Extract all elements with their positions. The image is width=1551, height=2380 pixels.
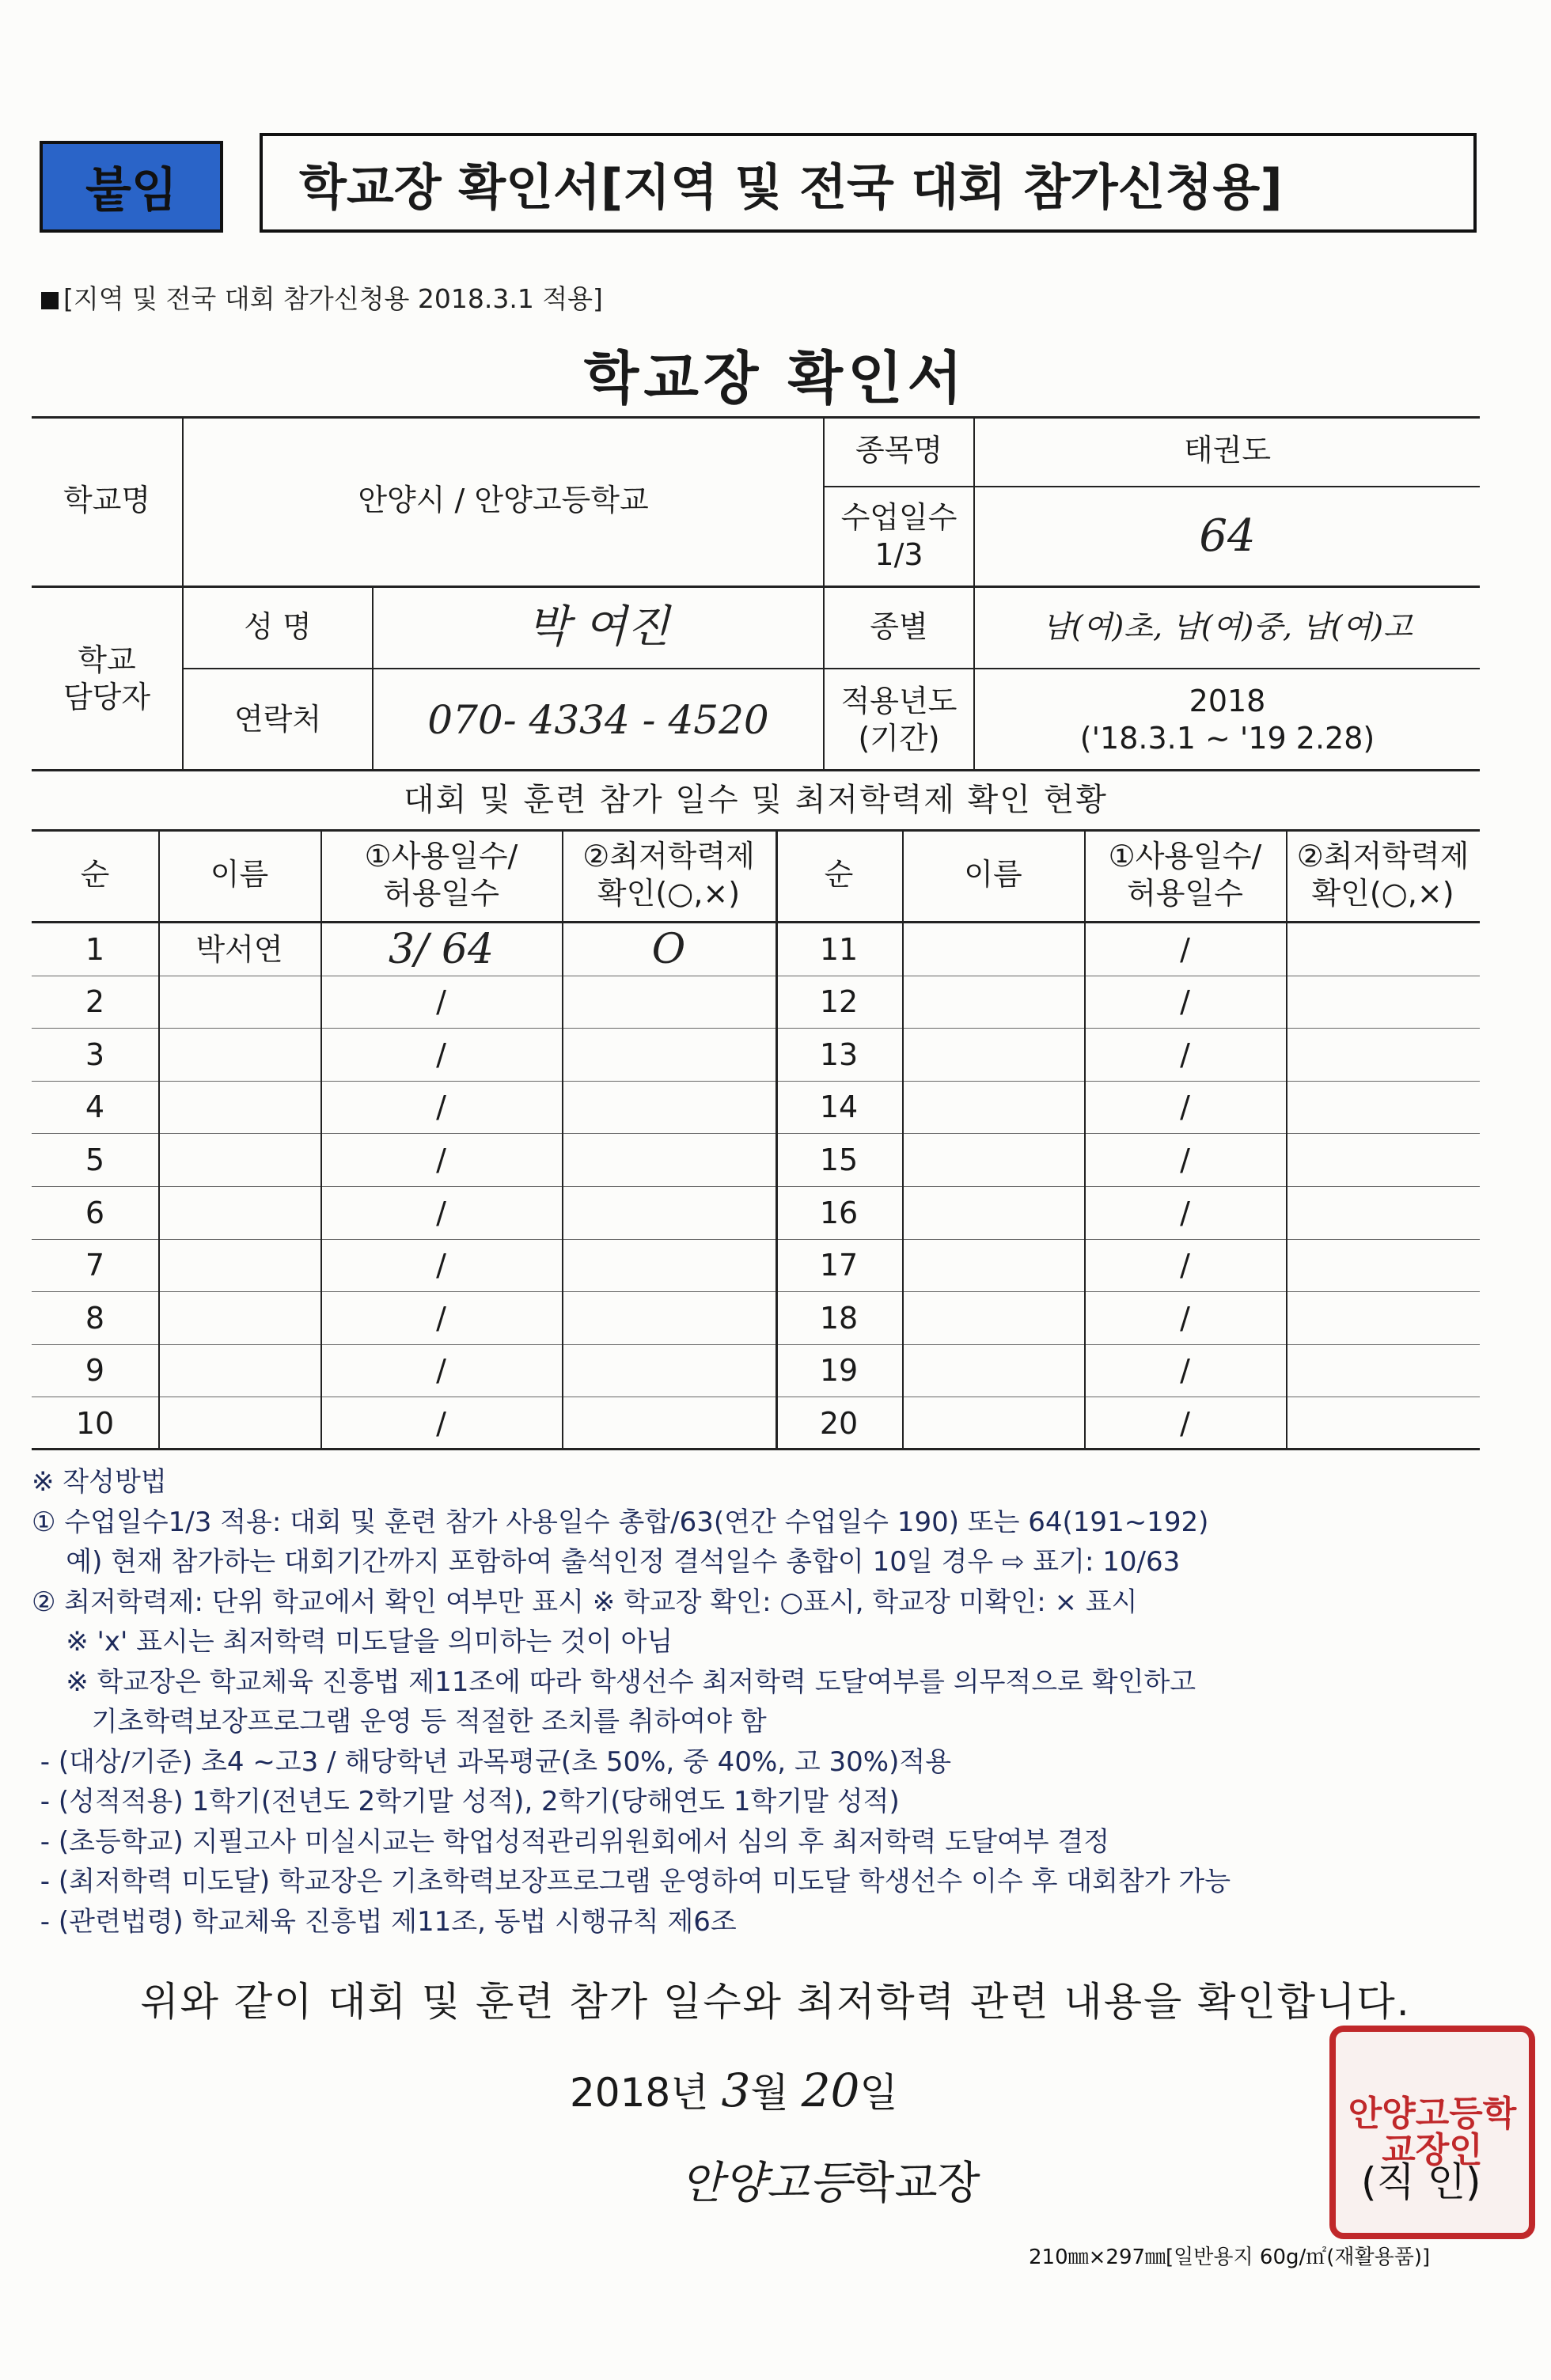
instruction-line: - (성적적용) 1학기(전년도 2학기말 성적), 2학기(당해연도 1학기말 성적) <box>32 1786 900 1817</box>
row-days-cell: / <box>436 1248 446 1283</box>
row-check-cell <box>1286 976 1480 1029</box>
row-name-cell <box>158 1134 320 1187</box>
row-name-cell <box>158 976 320 1029</box>
instruction-line: - (관련법령) 학교체육 진흥법 제11조, 동법 시행규칙 제6조 <box>32 1905 737 1938</box>
attendance-table <box>32 829 1480 1450</box>
row-no-cell: 13 <box>819 1037 859 1072</box>
confirm-statement: 위와 같이 대회 및 훈련 참가 일수와 최저학력 관련 내용을 확인합니다. <box>140 1979 1411 2025</box>
row-no-cell: 3 <box>85 1037 105 1072</box>
row-no-cell: 14 <box>819 1090 859 1125</box>
header-name-right: 이름 <box>964 857 1022 892</box>
instruction-line: 예) 현재 참가하는 대회기간까지 포함하여 출석인정 결석일수 총합이 10일 경우 ⇨ 표기: 10/63 <box>32 1546 1181 1578</box>
row-days-cell: / <box>436 1090 446 1125</box>
banner-title: 학교장 확인서[지역 및 전국 대회 참가신청용] <box>260 133 1477 233</box>
row-check-cell <box>562 976 776 1029</box>
sport-value: 태권도 <box>1183 433 1272 468</box>
header-used-right: ①사용일수/ 허용일수 <box>1108 838 1262 911</box>
row-no-cell: 11 <box>819 931 859 967</box>
row-name-cell <box>158 1292 320 1345</box>
school-label: 학교명 <box>63 483 151 518</box>
row-days-cell: / <box>436 1300 446 1336</box>
row-name-cell <box>902 1187 1084 1240</box>
row-name-cell <box>902 1397 1084 1450</box>
row-no-cell: 9 <box>85 1353 105 1389</box>
row-check-cell <box>562 1029 776 1082</box>
instruction-line: ※ 작성방법 <box>32 1466 167 1498</box>
row-no-cell: 4 <box>85 1090 105 1125</box>
row-no-cell: 12 <box>819 984 859 1020</box>
gender-label: 종별 <box>870 609 928 645</box>
row-no-cell: 20 <box>819 1405 859 1441</box>
sign-date: 2018년 3월 20일 <box>570 2064 898 2117</box>
form-subnote: [지역 및 전국 대회 참가신청용 2018.3.1 적용] <box>41 279 603 316</box>
row-days-cell: / <box>436 1142 446 1177</box>
seal-caption: (직 인) <box>1361 2159 1481 2205</box>
document-title: 학교장 확인서 <box>583 345 968 411</box>
row-no-cell: 1 <box>85 931 105 967</box>
row-name-cell <box>158 1397 320 1450</box>
principal-signature: 안양고등학교장 <box>681 2158 980 2209</box>
header-name-left: 이름 <box>210 857 269 892</box>
row-check-cell <box>562 1187 776 1240</box>
row-check-cell: O <box>651 925 686 973</box>
header-min-left: ②최저학력제 확인(○,×) <box>582 838 755 911</box>
row-days-cell: / <box>1180 1142 1190 1177</box>
row-days-cell: / <box>1180 1037 1190 1072</box>
row-check-cell <box>1286 1029 1480 1082</box>
row-no-cell: 5 <box>85 1142 105 1177</box>
row-check-cell <box>562 1345 776 1398</box>
row-days-cell: / <box>1180 1353 1190 1389</box>
row-name-cell <box>902 1292 1084 1345</box>
instruction-line: 기초학력보장프로그램 운영 등 적절한 조치를 취하여야 함 <box>32 1706 767 1738</box>
row-days-cell: / <box>436 984 446 1020</box>
instruction-line: ※ 'x' 표시는 최저학력 미도달을 의미하는 것이 아님 <box>32 1626 673 1658</box>
row-no-cell: 8 <box>85 1300 105 1336</box>
row-name-cell <box>158 1187 320 1240</box>
header-seq-right: 순 <box>824 857 854 892</box>
row-check-cell <box>562 1397 776 1450</box>
row-check-cell <box>1286 1134 1480 1187</box>
header-seq-left: 순 <box>80 857 110 892</box>
row-name-cell <box>902 1029 1084 1082</box>
row-no-cell: 17 <box>819 1248 859 1283</box>
header-used-left: ①사용일수/ 허용일수 <box>364 838 518 911</box>
row-no-cell: 19 <box>819 1353 859 1389</box>
contact-label: 연락처 <box>233 702 322 737</box>
gender-value: 남(여)초, 남(여)중, 남(여)고 <box>1042 609 1413 645</box>
row-name-cell: 박서연 <box>195 931 283 967</box>
row-name-cell <box>158 1240 320 1293</box>
row-days-cell: / <box>1180 931 1190 967</box>
instruction-line: ① 수업일수1/3 적용: 대회 및 훈련 참가 사용일수 총합/63(연간 수업일수 190) 또는 64(191~192) <box>32 1506 1209 1538</box>
name-value: 박 여진 <box>526 601 670 653</box>
row-check-cell <box>1286 1292 1480 1345</box>
row-check-cell <box>562 1134 776 1187</box>
row-name-cell <box>158 1082 320 1135</box>
row-no-cell: 2 <box>85 984 105 1020</box>
row-name-cell <box>158 1029 320 1082</box>
row-days-cell: / <box>1180 1405 1190 1441</box>
row-check-cell <box>1286 1345 1480 1398</box>
paper-spec-footer: 210㎜×297㎜[일반용지 60g/㎡(재활용품)] <box>1029 2245 1431 2269</box>
instruction-line: ② 최저학력제: 단위 학교에서 확인 여부만 표시 ※ 학교장 확인: ○표시, 학교장 미확인: × 표시 <box>32 1586 1138 1618</box>
year-label: 적용년도 (기간) <box>840 683 958 756</box>
instructions <box>32 1462 1519 1942</box>
section-title: 대회 및 훈련 참가 일수 및 최저학력제 확인 현황 <box>404 782 1108 818</box>
row-no-cell: 10 <box>75 1405 115 1441</box>
row-days-cell: / <box>436 1405 446 1441</box>
row-check-cell <box>1286 1187 1480 1240</box>
row-name-cell <box>902 1345 1084 1398</box>
days-label: 수업일수 1/3 <box>840 499 958 572</box>
row-days-cell: / <box>436 1037 446 1072</box>
instruction-line: - (초등학교) 지필고사 미실시교는 학업성적관리위원회에서 심의 후 최저학력 도달여부 결정 <box>32 1825 1110 1858</box>
official-seal: 안양고등학교장인 <box>1329 2026 1535 2239</box>
row-days-cell: 3/ 64 <box>388 925 495 973</box>
row-days-cell: / <box>1180 984 1190 1020</box>
header-min-right: ②최저학력제 확인(○,×) <box>1296 838 1469 911</box>
row-no-cell: 16 <box>819 1195 859 1230</box>
row-days-cell: / <box>436 1195 446 1230</box>
row-name-cell <box>902 923 1084 976</box>
row-no-cell: 15 <box>819 1142 859 1177</box>
contact-value: 070- 4334 - 4520 <box>427 696 769 743</box>
manager-label: 학교 담당자 <box>63 642 151 714</box>
row-check-cell <box>1286 1240 1480 1293</box>
row-no-cell: 18 <box>819 1300 859 1336</box>
school-value: 안양시 / 안양고등학교 <box>358 483 649 518</box>
row-name-cell <box>902 976 1084 1029</box>
info-table <box>32 416 1480 771</box>
row-name-cell <box>158 1345 320 1398</box>
days-value: 64 <box>1199 510 1256 562</box>
row-days-cell: / <box>1180 1248 1190 1283</box>
name-label: 성 명 <box>244 609 312 645</box>
row-check-cell <box>1286 1082 1480 1135</box>
row-name-cell <box>902 1240 1084 1293</box>
instruction-line: ※ 학교장은 학교체육 진흥법 제11조에 따라 학생선수 최저학력 도달여부를 의무적으로 확인하고 <box>32 1666 1196 1698</box>
row-check-cell <box>562 1292 776 1345</box>
year-value: 2018 ('18.3.1 ~ '19 2.28) <box>1079 683 1375 756</box>
row-days-cell: / <box>436 1353 446 1389</box>
attachment-badge: 붙임 <box>40 141 223 233</box>
square-bullet-icon <box>41 292 59 309</box>
sport-label: 종목명 <box>855 433 943 468</box>
row-check-cell <box>562 1082 776 1135</box>
instruction-line: - (대상/기준) 초4 ~고3 / 해당학년 과목평균(초 50%, 중 40%, 고 30%)적용 <box>32 1745 952 1778</box>
row-check-cell <box>1286 1397 1480 1450</box>
row-days-cell: / <box>1180 1195 1190 1230</box>
instruction-line: - (최저학력 미도달) 학교장은 기초학력보장프로그램 운영하여 미도달 학생선수 이수 후 대회참가 가능 <box>32 1866 1231 1897</box>
row-name-cell <box>902 1082 1084 1135</box>
row-check-cell <box>1286 923 1480 976</box>
row-name-cell <box>902 1134 1084 1187</box>
row-check-cell <box>562 1240 776 1293</box>
row-no-cell: 6 <box>85 1195 105 1230</box>
row-days-cell: / <box>1180 1300 1190 1336</box>
row-days-cell: / <box>1180 1090 1190 1125</box>
row-no-cell: 7 <box>85 1248 105 1283</box>
